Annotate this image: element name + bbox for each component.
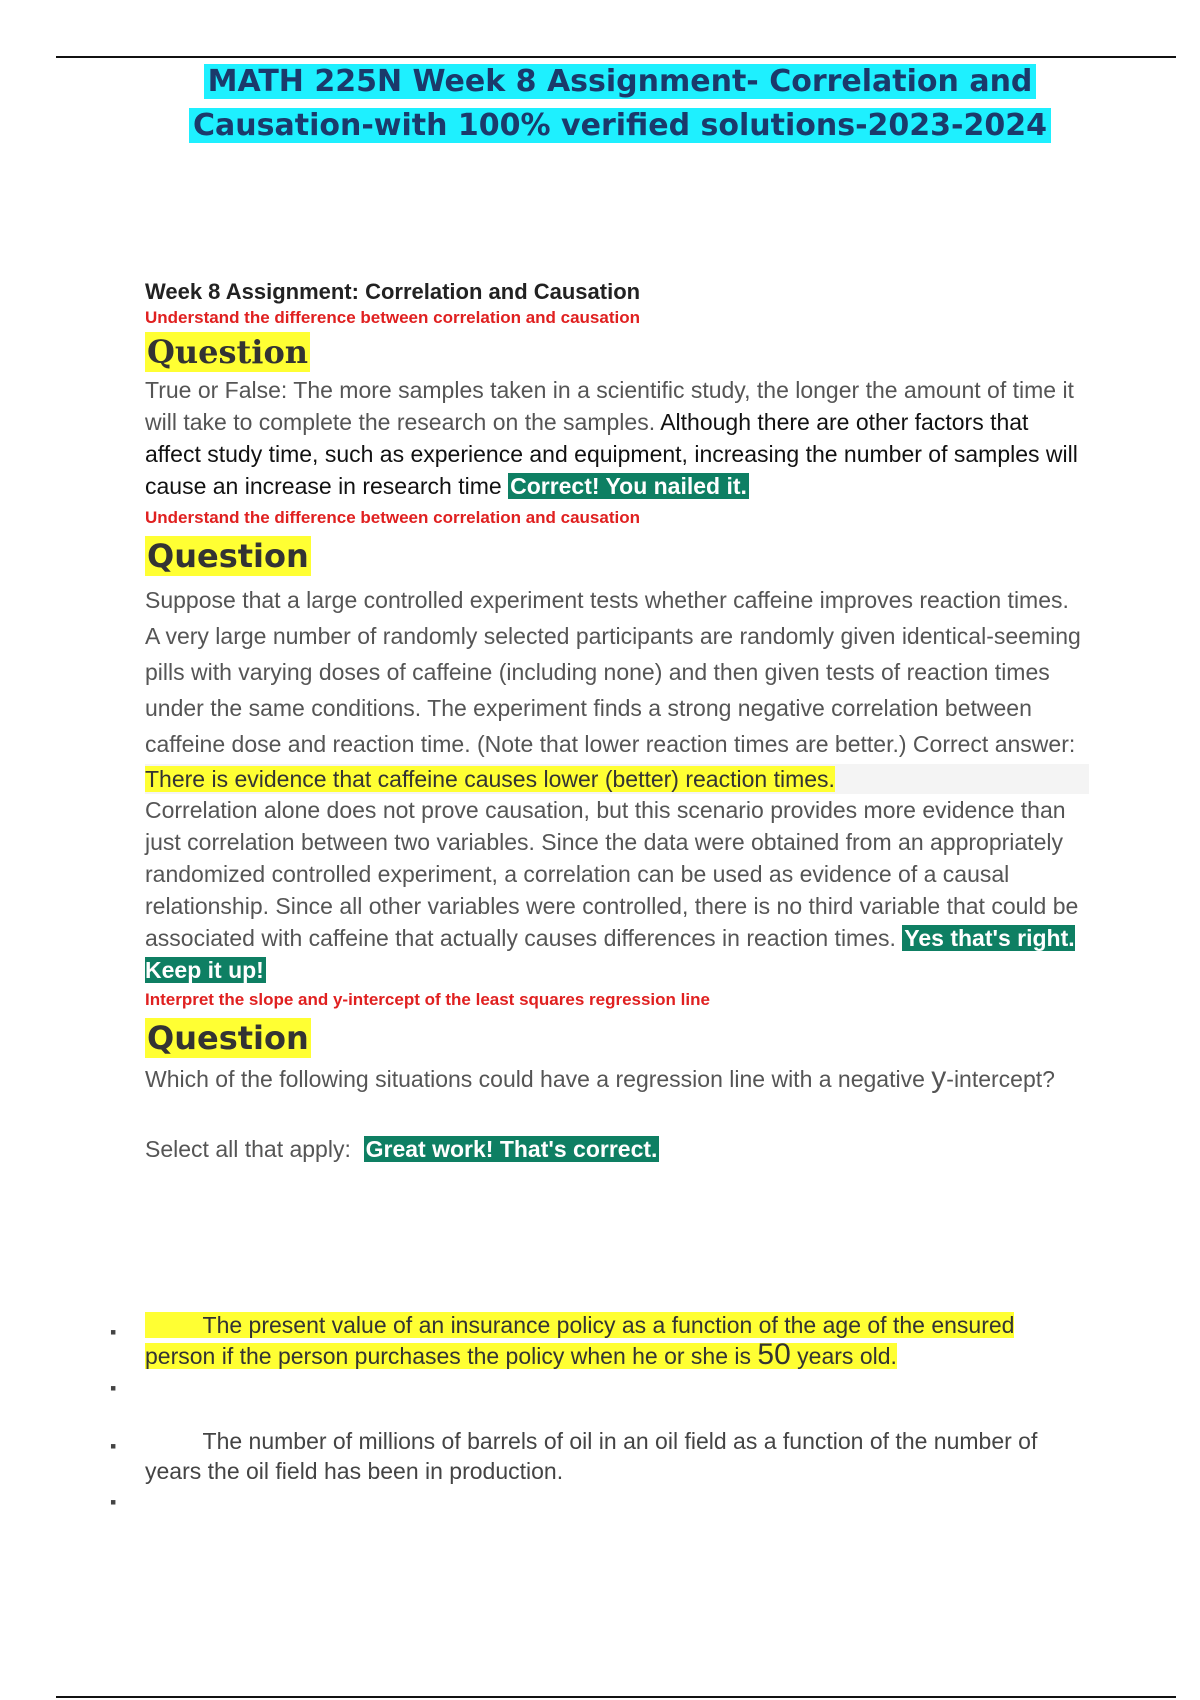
q1-feedback-badge: Correct! You nailed it.: [510, 473, 747, 499]
q2-explanation: Correlation alone does not prove causation, but this scenario provides more evidence than just correlation between two variables. Since the data were obtained from an appropriately randomized controlled experiment, a correlation can be used as evidence of a causal relationship. Since all other variables were controlled, there is no third variable that could be associated with caffeine that actually causes differences in reaction times.: [145, 797, 1079, 951]
q3-prompt-b: -intercept?: [946, 1066, 1055, 1092]
option1-text-a: The present value of an insurance policy as a function of the age of the ensured person if the person purchases the policy when he or she is: [145, 1312, 1015, 1369]
q2-answer: There is evidence that caffeine causes lower (better) reaction times.: [145, 766, 835, 792]
q3-option-1[interactable]: [145, 1310, 1085, 1371]
q1-prompt: True or False: The more samples taken in a scientific study, the longer the amount of time it will take to complete the research on the samples.: [145, 377, 1074, 435]
q1-body: [145, 374, 1085, 502]
q3-option-2[interactable]: [145, 1426, 1085, 1486]
q3-prompt-y: y: [931, 1061, 947, 1094]
q2-answer-row: [145, 764, 1089, 794]
title-line-1: MATH 225N Week 8 Assignment- Correlation and: [204, 64, 1037, 99]
q3-select-label: Select all that apply:: [145, 1136, 351, 1162]
q3-feedback-badge: Great work! That's correct.: [365, 1136, 658, 1162]
q3-prompt-a: Which of the following situations could have a regression line with a negative: [145, 1066, 932, 1092]
option2-checkbox[interactable]: ▪: [110, 1436, 117, 1456]
title-line-2: Causation-with 100% verified solutions-2023-2024: [189, 108, 1051, 143]
q2-objective: Understand the difference between correlation and causation: [145, 508, 640, 527]
option2-text: The number of millions of barrels of oil in an oil field as a function of the number of years the oil field has been in production.: [145, 1428, 1038, 1484]
q2-label: Question: [147, 537, 309, 575]
q3-prompt: [145, 1060, 1085, 1097]
q3-select-row: [145, 1133, 1085, 1165]
option1-number: 50: [757, 1338, 791, 1371]
option2-marker: ▪: [110, 1492, 117, 1512]
option1-text-b: years old.: [790, 1343, 897, 1369]
option1-text: [145, 1312, 1014, 1369]
document-title: [0, 60, 1200, 148]
q2-body: [145, 794, 1085, 986]
q2-feedback-badge: Yes that's right. Keep it up!: [145, 925, 1075, 983]
q1-answer: Although there are other factors that affect study time, such as experience and equipment, increasing the number of samples will cause an increase in research time: [145, 409, 1078, 499]
q1-objective: Understand the difference between correlation and causation: [145, 308, 640, 327]
q3-label: Question: [147, 1019, 309, 1057]
q2-prompt: Suppose that a large controlled experiment tests whether caffeine improves reaction times. A very large number of randomly selected participants are randomly given identical-seeming pills with varying doses of caffeine (including none) and then given tests of reaction times under the same conditions. The experiment finds a strong negative correlation between caffeine dose and reaction time. (Note that lower reaction times are better.) Correct answer:: [145, 587, 1081, 757]
q3-objective: Interpret the slope and y-intercept of the least squares regression line: [145, 990, 710, 1009]
option1-marker: ▪: [110, 1378, 117, 1398]
assignment-heading: Week 8 Assignment: Correlation and Causation: [145, 279, 641, 304]
q1-label: Question: [147, 333, 309, 371]
assignment-content: [145, 278, 1085, 1165]
bottom-rule: [56, 1696, 1176, 1698]
option1-checkbox[interactable]: ▪: [110, 1322, 117, 1342]
top-rule: [56, 56, 1176, 58]
